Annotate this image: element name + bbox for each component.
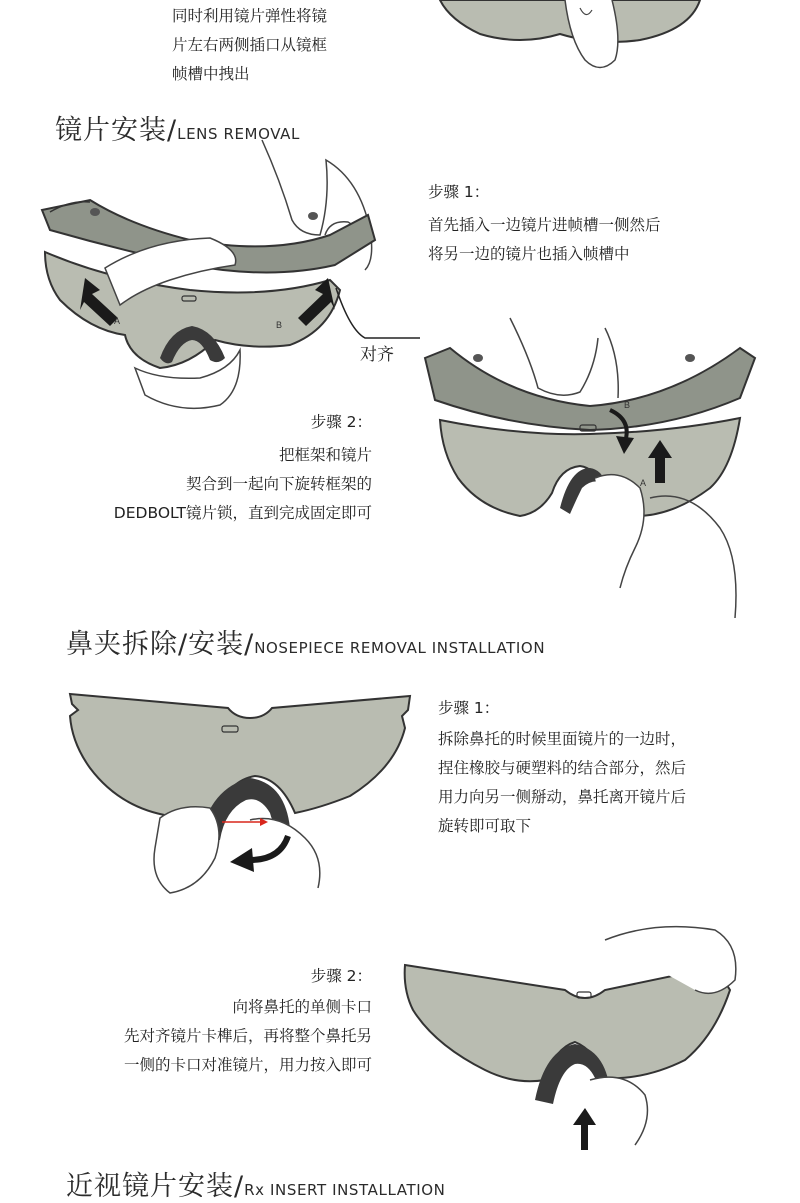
nosepiece-step2-illustration	[395, 920, 775, 1150]
step-line: 首先插入一边镜片进帧槽一侧然后	[428, 216, 661, 234]
step-line: DEDBOLT镜片锁，直到完成固定即可	[113, 504, 372, 522]
lens-install-step1-illustration	[30, 140, 450, 420]
lens-install-step1	[428, 178, 661, 269]
nosepiece-heading	[66, 622, 545, 661]
step-label: 步骤 2：	[310, 413, 372, 431]
step-line: 向将鼻托的单侧卡口	[232, 998, 372, 1016]
rx-insert-heading-zh: 近视镜片安装/	[66, 1171, 245, 1202]
point-b-label: B	[276, 320, 283, 330]
rx-insert-heading-en: Rx INSERT INSTALLATION	[244, 1181, 446, 1199]
step-label: 步骤 2：	[310, 967, 372, 985]
step-line: 先对齐镜片卡榫后，再将整个鼻托另	[123, 1027, 372, 1045]
lens-install-step2-illustration	[420, 318, 770, 618]
step-line: 用力向另一侧掰动，鼻托离开镜片后	[438, 788, 687, 806]
align-label: 对齐	[360, 345, 394, 365]
nosepiece-step1-illustration	[50, 688, 420, 908]
lens-install-heading-zh: 镜片安装/	[55, 115, 178, 146]
step-line: 旋转即可取下	[438, 817, 532, 835]
point-b-label: B	[624, 400, 631, 410]
rx-insert-heading	[66, 1164, 445, 1203]
step-line: 契合到一起向下旋转框架的	[185, 475, 372, 493]
nosepiece-heading-zh: 鼻夹拆除/安装/	[66, 629, 255, 660]
step-line: 将另一边的镜片也插入帧槽中	[428, 245, 630, 263]
step-line: 把框架和镜片	[278, 446, 372, 464]
step-label: 步骤 1：	[438, 699, 500, 717]
lens-install-heading-en: LENS REMOVAL	[177, 125, 300, 143]
removal-intro-line: 同时利用镜片弹性将镜	[172, 7, 328, 25]
removal-intro-line: 帧槽中拽出	[172, 65, 250, 83]
step-line: 一侧的卡口对准镜片，用力按入即可	[123, 1056, 372, 1074]
point-a-label: A	[640, 478, 647, 488]
lens-install-step2	[114, 408, 372, 528]
step-line: 拆除鼻托的时候里面镜片的一边时，	[438, 730, 687, 748]
nosepiece-step1	[438, 694, 686, 841]
point-a-label: A	[114, 316, 121, 326]
lens-removal-illustration	[0, 0, 800, 110]
nosepiece-heading-en: NOSEPIECE REMOVAL INSTALLATION	[254, 639, 546, 657]
step-line: 捏住橡胶与硬塑料的结合部分，然后	[438, 759, 687, 777]
step-label: 步骤 1：	[428, 183, 490, 201]
removal-intro-line: 片左右两侧插口从镜框	[172, 36, 328, 54]
nosepiece-step2	[124, 962, 372, 1080]
